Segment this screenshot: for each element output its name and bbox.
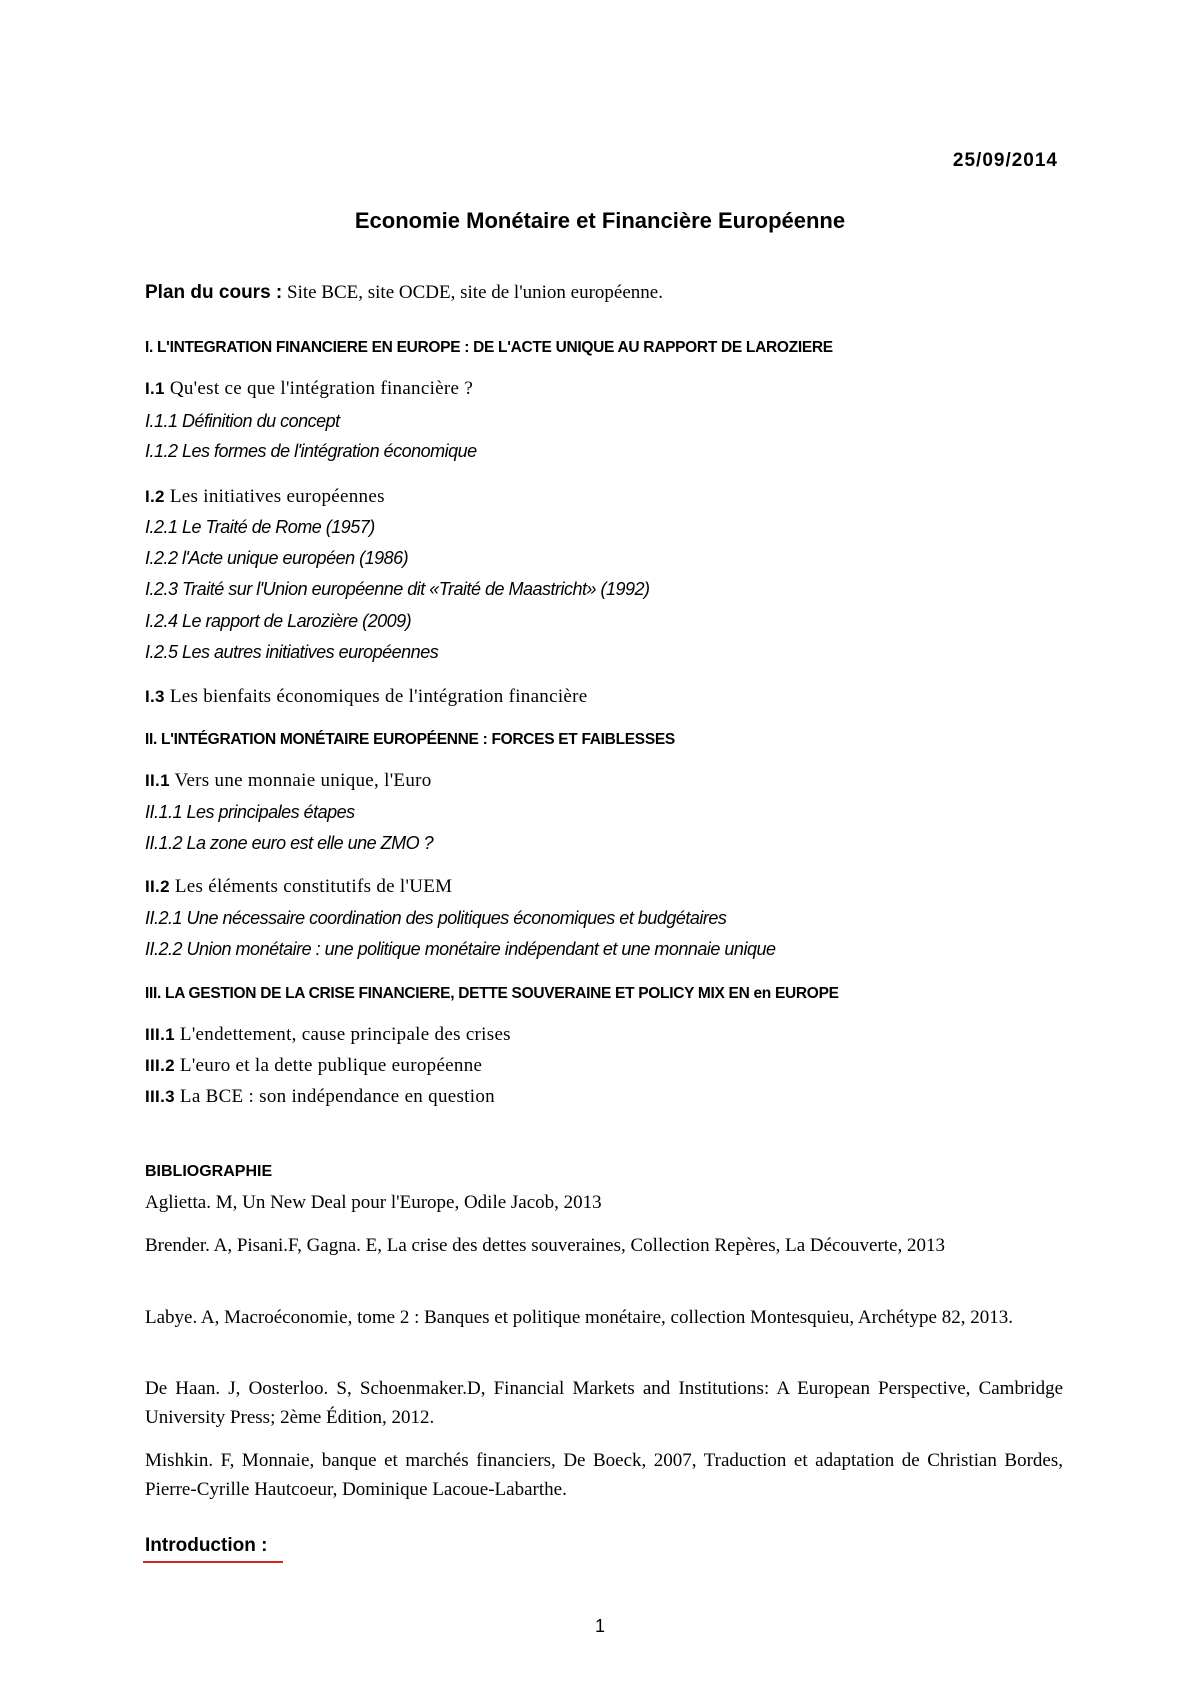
subsection-number: I.3 — [145, 687, 165, 706]
subsection-title: L'euro et la dette publique européenne — [174, 1055, 483, 1076]
subsection-title: Les bienfaits économiques de l'intégration financière — [164, 686, 588, 707]
subsection-title: Les initiatives européennes — [164, 486, 385, 507]
document-date: 25/09/2014 — [952, 150, 1058, 171]
subsection-heading — [145, 1055, 482, 1077]
subsection-title: La BCE : son indépendance en question — [174, 1086, 495, 1107]
subsection-heading — [145, 1024, 511, 1046]
subsection-number: I.1 — [145, 379, 165, 398]
subsection-number: I.2 — [145, 487, 165, 506]
outline-item: I.2.1 Le Traité de Rome (1957) — [145, 517, 375, 537]
subsection-number: II.2 — [145, 877, 170, 896]
subsection-heading — [145, 486, 385, 508]
subsection-title: Qu'est ce que l'intégration financière ? — [164, 378, 474, 399]
section-heading: III. LA GESTION DE LA CRISE FINANCIERE, DETTE SOUVERAINE ET POLICY MIX EN en EUROPE — [145, 985, 839, 1002]
subsection-title: Vers une monnaie unique, l'Euro — [169, 770, 432, 791]
spellcheck-underline — [143, 1561, 283, 1563]
bibliography-entry: Mishkin. F, Monnaie, banque et marchés financiers, De Boeck, 2007, Traduction et adaptation de Christian Bordes, Pierre-Cyrille Hautcoeur, Dominique Lacoue-Labarthe. — [145, 1450, 1063, 1500]
outline-item: I.2.3 Traité sur l'Union européenne dit «Traité de Maastricht» (1992) — [145, 579, 650, 599]
introduction-heading: Introduction : — [145, 1535, 268, 1556]
bibliography-entry: Aglietta. M, Un New Deal pour l'Europe, Odile Jacob, 2013 — [145, 1192, 602, 1213]
outline-item: I.2.5 Les autres initiatives européennes — [145, 642, 439, 662]
document-title: Economie Monétaire et Financière Européenne — [354, 208, 846, 233]
bibliography-entry: Brender. A, Pisani.F, Gagna. E, La crise des dettes souveraines, Collection Repères, La Découverte, 2013 — [145, 1235, 945, 1256]
outline-item: I.2.2 l'Acte unique européen (1986) — [145, 548, 409, 568]
outline-item: I.1.1 Définition du concept — [145, 411, 340, 431]
course-plan-text: Site BCE, site OCDE, site de l'union européenne. — [282, 282, 663, 303]
outline-item: II.1.2 La zone euro est elle une ZMO ? — [145, 833, 434, 853]
subsection-number: III.2 — [145, 1056, 175, 1075]
outline-item: II.2.1 Une nécessaire coordination des politiques économiques et budgétaires — [145, 908, 727, 928]
subsection-heading — [145, 378, 473, 400]
outline-item: II.2.2 Union monétaire : une politique monétaire indépendant et une monnaie unique — [145, 939, 776, 959]
bibliography-entry: Labye. A, Macroéconomie, tome 2 : Banques et politique monétaire, collection Montesquieu, Archétype 82, 2013. — [145, 1307, 1013, 1328]
subsection-number: III.1 — [145, 1025, 175, 1044]
subsection-heading — [145, 876, 452, 898]
outline-item: I.2.4 Le rapport de Larozière (2009) — [145, 611, 412, 631]
subsection-heading — [145, 1086, 495, 1108]
course-plan-label: Plan du cours : — [145, 282, 283, 303]
page-number: 1 — [594, 1616, 605, 1636]
subsection-number: II.1 — [145, 771, 170, 790]
bibliography-heading: BIBLIOGRAPHIE — [145, 1163, 273, 1180]
subsection-title: Les éléments constitutifs de l'UEM — [169, 876, 453, 897]
subsection-title: L'endettement, cause principale des crises — [174, 1024, 511, 1045]
subsection-heading — [145, 686, 588, 708]
outline-item: II.1.1 Les principales étapes — [145, 802, 355, 822]
section-heading: II. L'INTÉGRATION MONÉTAIRE EUROPÉENNE : FORCES ET FAIBLESSES — [145, 731, 675, 748]
subsection-heading — [145, 770, 432, 792]
outline-item: I.1.2 Les formes de l'intégration économique — [145, 441, 477, 461]
bibliography-entry: De Haan. J, Oosterloo. S, Schoenmaker.D, Financial Markets and Institutions: A European Perspective, Cambridge University Press; 2ème Édition, 2012. — [145, 1378, 1063, 1428]
subsection-number: III.3 — [145, 1087, 175, 1106]
course-plan — [145, 282, 663, 304]
section-heading: I. L'INTEGRATION FINANCIERE EN EUROPE : DE L'ACTE UNIQUE AU RAPPORT DE LAROZIERE — [145, 339, 833, 356]
